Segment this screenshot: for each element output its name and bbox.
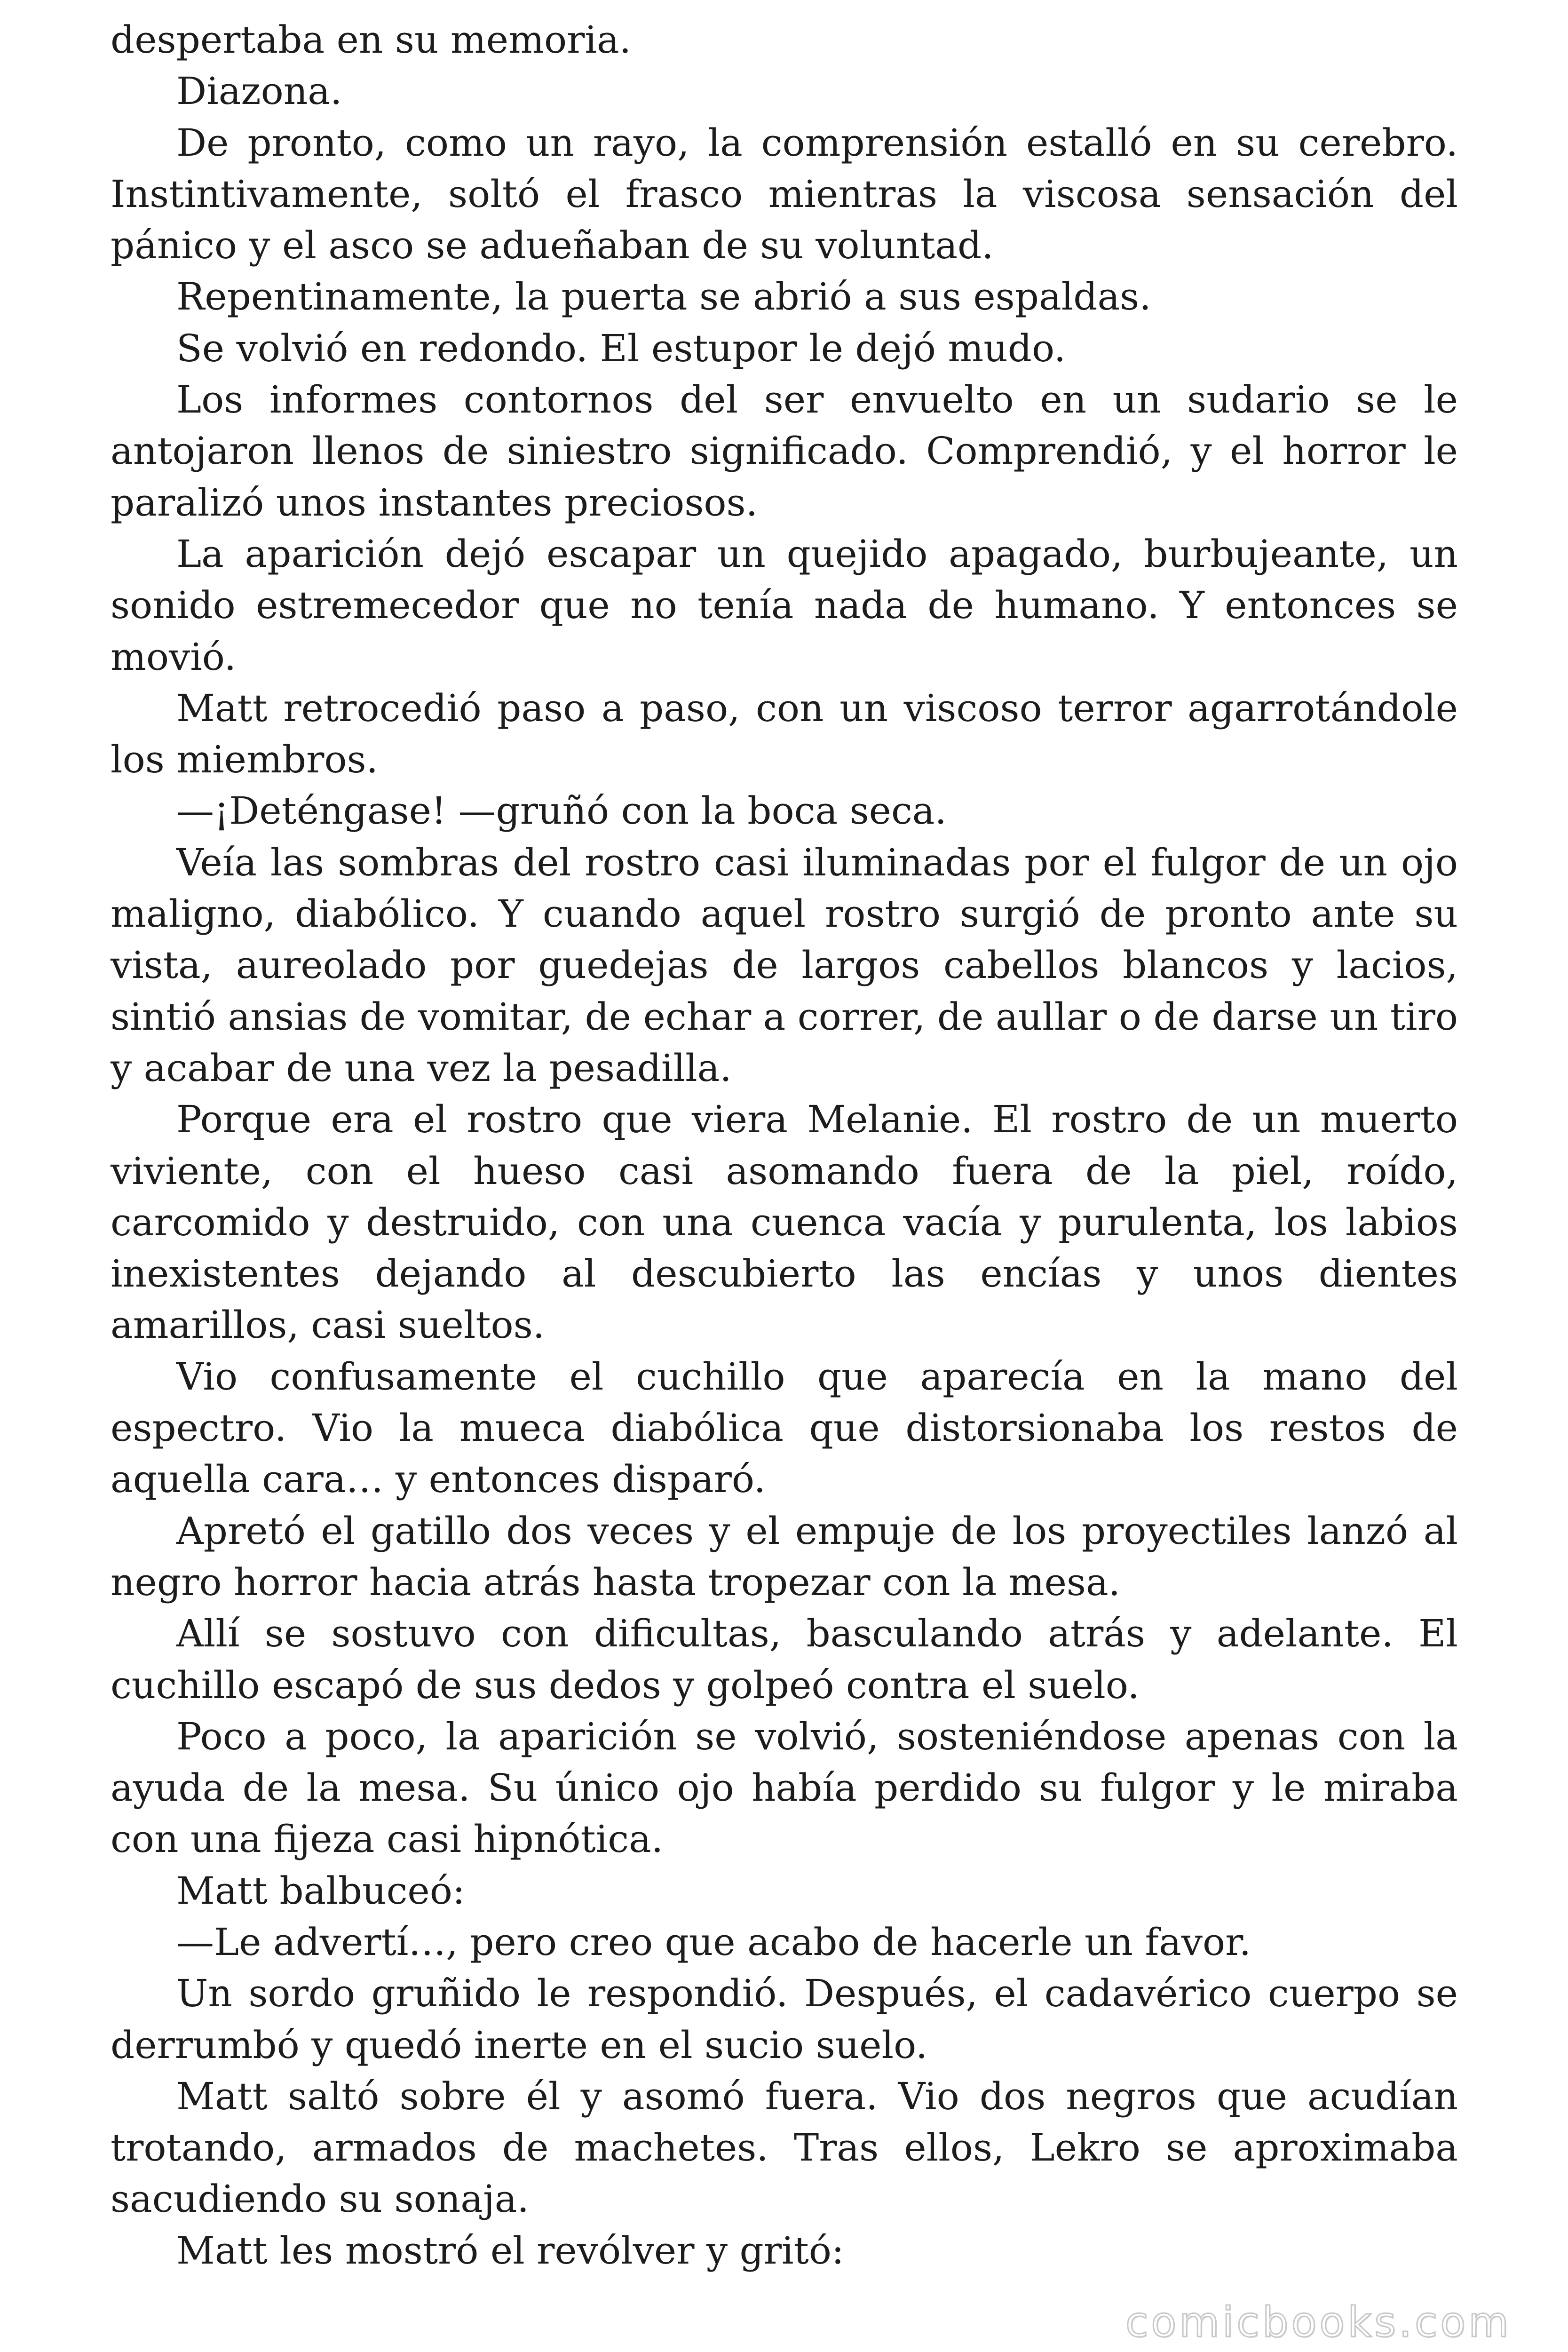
paragraph: Porque era el rostro que viera Melanie. El rostro de un muerto viviente, con el hueso casi asomando fuera de la piel, roído, carcomido y destruido, con una cuenca vacía y purulenta, los labios inexistentes dejando al descubierto las encías y unos dientes amarillos, casi sueltos.: [111, 1097, 1458, 1347]
paragraph: Allí se sostuvo con dificultas, basculando atrás y adelante. El cuchillo escapó de sus dedos y golpeó contra el suelo.: [111, 1612, 1458, 1707]
paragraph: Matt balbuceó:: [176, 1868, 465, 1913]
paragraph: —¡Deténgase! —gruñó con la boca seca.: [176, 789, 947, 833]
paragraph: Un sordo gruñido le respondió. Después, el cadavérico cuerpo se derrumbó y quedó inerte en el sucio suelo.: [111, 1971, 1458, 2067]
paragraph: Repentinamente, la puerta se abrió a sus espaldas.: [176, 275, 1151, 319]
paragraph: Matt saltó sobre él y asomó fuera. Vio dos negros que acudían trotando, armados de machetes. Tras ellos, Lekro se aproximaba sacudiendo su sonaja.: [111, 2074, 1458, 2221]
paragraph: Los informes contornos del ser envuelto en un sudario se le antojaron llenos de siniestro significado. Comprendió, y el horror le paralizó unos instantes preciosos.: [111, 378, 1458, 524]
site-watermark: comicbooks.com: [1125, 2298, 1512, 2346]
paragraph: Matt retrocedió paso a paso, con un viscoso terror agarrotándole los miembros.: [111, 686, 1458, 782]
paragraph: Apretó el gatillo dos veces y el empuje de los proyectiles lanzó al negro horror hacia atrás hasta tropezar con la mesa.: [111, 1509, 1458, 1604]
book-page-text: [111, 14, 1458, 2276]
paragraph: Poco a poco, la aparición se volvió, sosteniéndose apenas con la ayuda de la mesa. Su único ojo había perdido su fulgor y le miraba con una fijeza casi hipnótica.: [111, 1714, 1458, 1861]
paragraph: Veía las sombras del rostro casi iluminadas por el fulgor de un ojo maligno, diabólico. Y cuando aquel rostro surgió de pronto ante su vista, aureolado por guedejas de largos cabellos blancos y lacios, sintió ansias de vomitar, de echar a correr, de aullar o de darse un tiro y acabar de una vez la pesadilla.: [111, 840, 1458, 1090]
paragraph: —Le advertí…, pero creo que acabo de hacerle un favor.: [176, 1920, 1251, 1964]
paragraph: Vio confusamente el cuchillo que aparecía en la mano del espectro. Vio la mueca diabólica que distorsionaba los restos de aquella cara… y entonces disparó.: [111, 1354, 1458, 1502]
paragraph: Matt les mostró el revólver y gritó:: [176, 2228, 844, 2273]
paragraph: La aparición dejó escapar un quejido apagado, burbujeante, un sonido estremecedor que no tenía nada de humano. Y entonces se movió.: [111, 532, 1458, 679]
paragraph: De pronto, como un rayo, la comprensión estalló en su cerebro. Instintivamente, soltó el frasco mientras la viscosa sensación del pánico y el asco se adueñaban de su voluntad.: [111, 120, 1458, 268]
paragraph: despertaba en su memoria.: [111, 18, 632, 62]
paragraph: Diazona.: [176, 69, 342, 113]
paragraph: Se volvió en redondo. El estupor le dejó mudo.: [176, 326, 1066, 370]
